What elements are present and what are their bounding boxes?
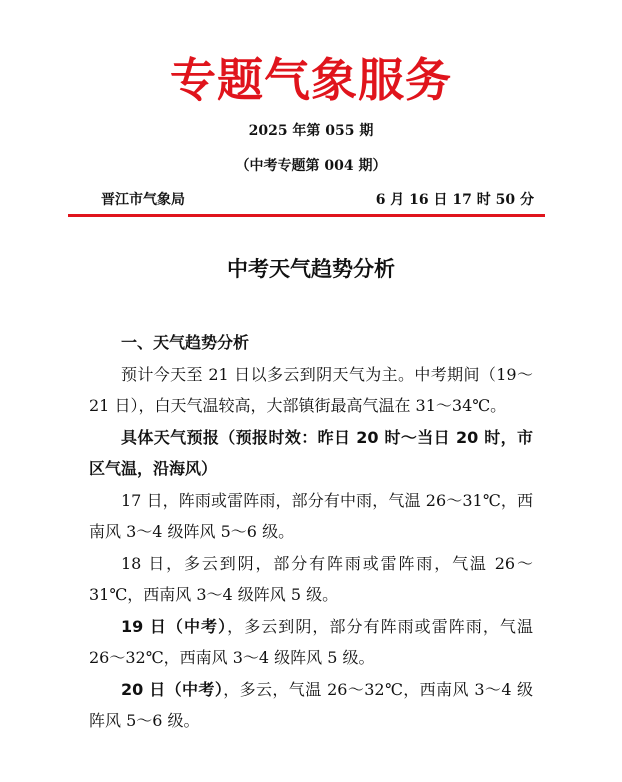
day-forecast-20 <box>89 674 533 737</box>
section-heading: 一、天气趋势分析 <box>121 333 250 352</box>
publish-time: 6 月 16 日 17 时 50 分 <box>375 192 534 208</box>
day-forecast-date: 20 日（中考） <box>121 679 224 699</box>
red-divider <box>68 214 545 217</box>
day-forecast-date: 19 日（中考） <box>121 616 228 636</box>
special-issue-number: （中考专题第 004 期） <box>235 158 387 174</box>
day-forecast-text: ，多云到阴，部分有阵雨或雷阵雨，气温 26～32℃，西南风 3～4 级阵风 5 级。 <box>89 616 533 667</box>
issue-number: 2025 年第 055 期 <box>248 123 374 139</box>
day-forecast-text: ，多云，气温 26～32℃，西南风 3～4 级阵风 5～6 级。 <box>89 679 533 730</box>
day-forecast-text: 18 日，多云到阴，部分有阵雨或雷阵雨，气温 26～31℃，西南风 3～4 级阵风 5 级。 <box>89 553 533 604</box>
day-forecast-18 <box>89 548 533 611</box>
day-forecast-17 <box>89 485 533 548</box>
forecast-heading: 具体天气预报（预报时效：昨日 20 时～当日 20 时，市区气温，沿海风） <box>89 427 533 478</box>
document-title: 中考天气趋势分析 <box>227 257 395 281</box>
forecast-summary: 预计今天至 21 日以多云到阴天气为主。中考期间（19～21 日），白天气温较高，大部镇街最高气温在 31～34℃。 <box>89 364 533 415</box>
document-body <box>89 326 533 737</box>
issuer-name: 晋江市气象局 <box>101 192 185 208</box>
masthead-title: 专题气象服务 <box>170 53 452 107</box>
day-forecast-text: 17 日，阵雨或雷阵雨，部分有中雨，气温 26～31℃，西南风 3～4 级阵风 5～6 级。 <box>89 490 533 541</box>
day-forecast-19 <box>89 611 533 674</box>
